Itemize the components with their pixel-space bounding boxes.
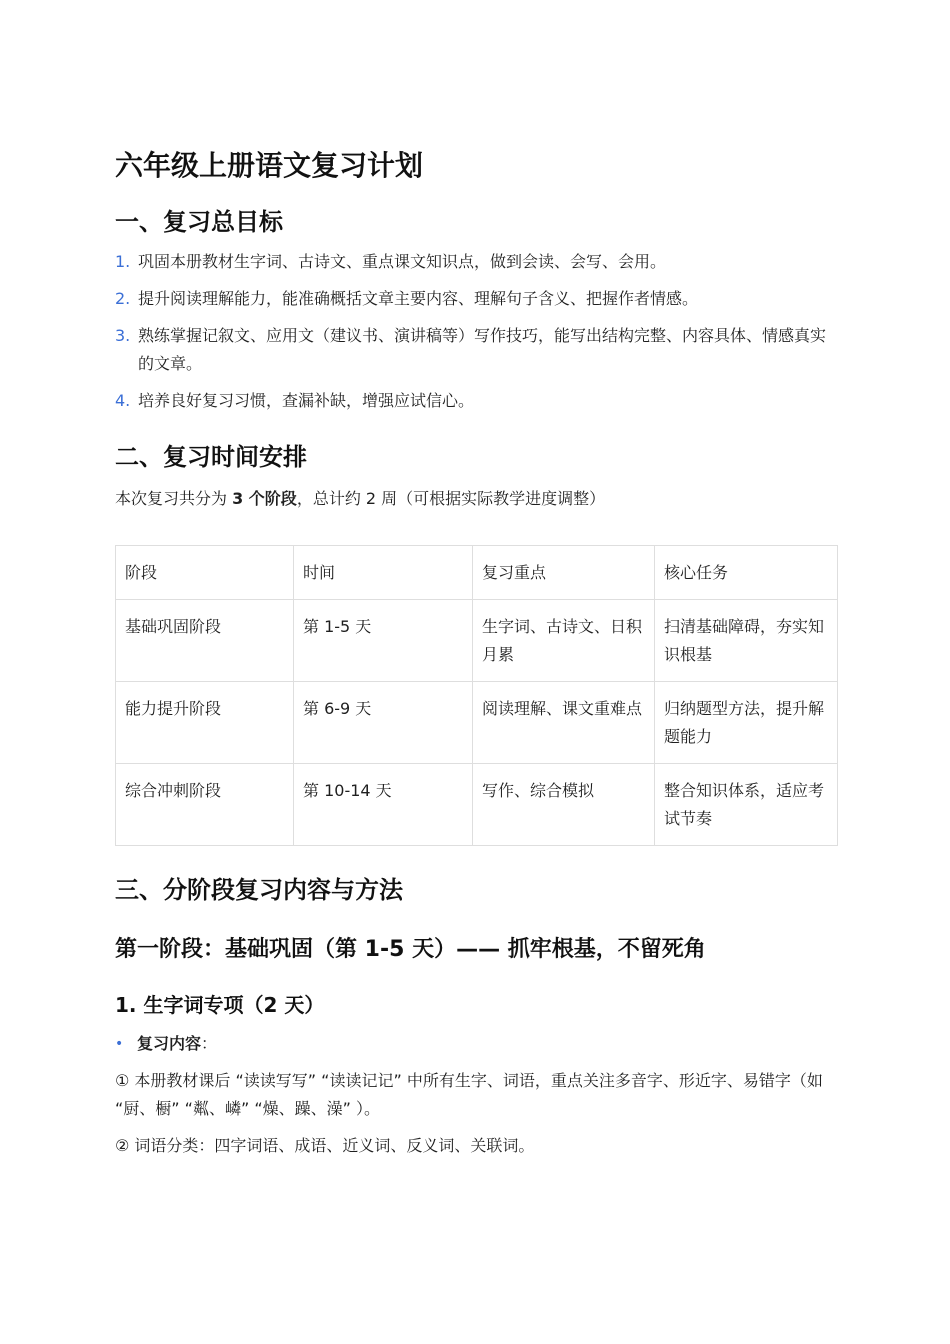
content-point-2: ② 词语分类：四字词语、成语、近义词、反义词、关联词。 (115, 1136, 535, 1155)
bullet-dot-icon: • (115, 1036, 124, 1052)
section-heading-schedule: 二、复习时间安排 (115, 443, 307, 471)
table-header-cell: 时间 (294, 546, 473, 600)
goal-text: 提升阅读理解能力，能准确概括文章主要内容、理解句子含义、把握作者情感。 (138, 289, 699, 308)
table-row (116, 682, 838, 764)
bullet-colon: ： (201, 1034, 218, 1053)
table-cell: 生字词、古诗文、日积月累 (473, 600, 655, 682)
goal-item (115, 248, 837, 276)
section-heading-content: 三、分阶段复习内容与方法 (115, 876, 403, 904)
goal-item (115, 322, 837, 378)
section-heading-goals: 一、复习总目标 (115, 208, 283, 236)
table-cell: 第 1-5 天 (294, 600, 473, 682)
table-cell: 整合知识体系，适应考试节奏 (655, 764, 838, 846)
bullet-item (115, 1030, 837, 1058)
table-header-cell: 复习重点 (473, 546, 655, 600)
table-cell: 阅读理解、课文重难点 (473, 682, 655, 764)
table-header-cell: 阶段 (116, 546, 294, 600)
table-header-row (116, 546, 838, 600)
goal-text: 培养良好复习习惯，查漏补缺，增强应试信心。 (138, 391, 475, 410)
table-header-cell: 核心任务 (655, 546, 838, 600)
table-cell: 基础巩固阶段 (116, 600, 294, 682)
goal-text: 巩固本册教材生字词、古诗文、重点课文知识点，做到会读、会写、会用。 (138, 252, 667, 271)
bullet-label: 复习内容 (137, 1034, 202, 1053)
table-cell: 综合冲刺阶段 (116, 764, 294, 846)
table-cell: 写作、综合模拟 (473, 764, 655, 846)
document-title: 六年级上册语文复习计划 (115, 149, 424, 182)
schedule-intro (115, 485, 837, 513)
table-row (116, 764, 838, 846)
list-number: 4. (115, 391, 131, 410)
intro-text: 本次复习共分为 (115, 489, 233, 508)
item1-heading: 1. 生字词专项（2 天） (115, 993, 325, 1017)
goal-item (115, 387, 837, 415)
intro-bold-text: 3 个阶段 (232, 489, 297, 508)
list-number: 1. (115, 252, 131, 271)
goal-item (115, 285, 837, 313)
table-row (116, 600, 838, 682)
list-number: 3. (115, 326, 131, 345)
stage1-heading: 第一阶段：基础巩固（第 1-5 天）—— 抓牢根基，不留死角 (115, 937, 706, 962)
schedule-table (115, 545, 838, 846)
table-cell: 扫清基础障碍，夯实知识根基 (655, 600, 838, 682)
goals-list (115, 248, 837, 415)
document-content (115, 140, 837, 1160)
table-cell: 能力提升阶段 (116, 682, 294, 764)
table-cell: 第 10-14 天 (294, 764, 473, 846)
goal-text: 熟练掌握记叙文、应用文（建议书、演讲稿等）写作技巧，能写出结构完整、内容具体、情感真实的文章。 (138, 326, 827, 373)
table-cell: 归纳题型方法，提升解题能力 (655, 682, 838, 764)
list-number: 2. (115, 289, 131, 308)
intro-text-end: ，总计约 2 周（可根据实际教学进度调整） (296, 489, 606, 508)
bullet-text (137, 1030, 217, 1058)
table-cell: 第 6-9 天 (294, 682, 473, 764)
content-point-1: ① 本册教材课后 “读读写写” “读读记记” 中所有生字、词语，重点关注多音字、形近字、易错字（如 “厨、橱” “粼、嶙” “燥、躁、澡” ）。 (115, 1071, 823, 1118)
